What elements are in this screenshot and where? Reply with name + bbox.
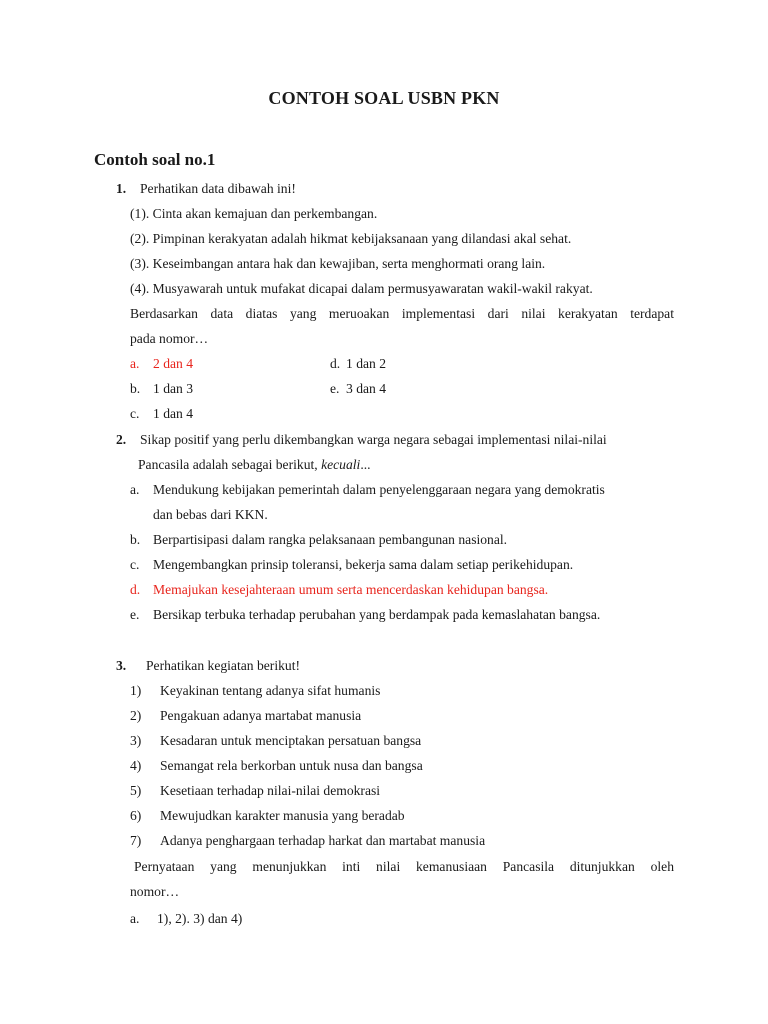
q1-option-b-letter: b.: [130, 381, 141, 396]
q2-option-b-text: Berpartisipasi dalam rangka pelaksanaan pembangunan nasional.: [153, 532, 508, 547]
q3-item-4-num: 4): [130, 758, 142, 773]
q3-stem: Perhatikan kegiatan berikut!: [146, 658, 301, 673]
q3-item-6-num: 6): [130, 808, 142, 823]
q1-data-4: (4). Musyawarah untuk mufakat dicapai dalam permusyawaratan wakil-wakil rakyat.: [130, 281, 593, 296]
q1-option-d-letter: d.: [330, 356, 341, 371]
q2-stem-keyword: kecuali: [321, 457, 361, 472]
q3-item-7-num: 7): [130, 833, 142, 848]
q2-option-a-text: Mendukung kebijakan pemerintah dalam penyelenggaraan negara yang demokratis: [153, 482, 605, 497]
q1-question-line2: pada nomor…: [130, 331, 209, 346]
q3-question-line2: nomor…: [130, 884, 180, 899]
q1-number: 1.: [116, 181, 127, 196]
section-heading: Contoh soal no.1: [94, 150, 216, 169]
q1-option-c-letter: c.: [130, 406, 140, 421]
q2-option-d-text: Memajukan kesejahteraan umum serta mencerdaskan kehidupan bangsa.: [153, 582, 549, 597]
q3-number: 3.: [116, 658, 127, 673]
q3-item-3-num: 3): [130, 733, 142, 748]
q3-item-5-text: Kesetiaan terhadap nilai-nilai demokrasi: [160, 783, 381, 798]
q2-stem-text: Pancasila adalah sebagai berikut,: [138, 457, 318, 472]
q1-question-line1: Berdasarkan data diatas yang meruoakan implementasi dari nilai kerakyatan terdapat: [130, 306, 674, 321]
q1-option-c-text: 1 dan 4: [153, 406, 194, 421]
q1-option-b-text: 1 dan 3: [153, 381, 194, 396]
q3-item-1-num: 1): [130, 683, 142, 698]
q2-option-c-text: Mengembangkan prinsip toleransi, bekerja sama dalam setiap perikehidupan.: [153, 557, 574, 572]
q1-data-2: (2). Pimpinan kerakyatan adalah hikmat kebijaksanaan yang dilandasi akal sehat.: [130, 231, 572, 246]
q1-option-e-text: 3 dan 4: [346, 381, 387, 396]
q2-option-a-letter: a.: [130, 482, 140, 497]
q3-item-6-text: Mewujudkan karakter manusia yang beradab: [160, 808, 405, 823]
q1-option-d-text: 1 dan 2: [346, 356, 387, 371]
q3-item-7-text: Adanya penghargaan terhadap harkat dan martabat manusia: [160, 833, 486, 848]
q1-data-3: (3). Keseimbangan antara hak dan kewajiban, serta menghormati orang lain.: [130, 256, 546, 271]
q3-question-line1: Pernyataan yang menunjukkan inti nilai kemanusiaan Pancasila ditunjukkan oleh: [134, 859, 674, 874]
q3-item-3-text: Kesadaran untuk menciptakan persatuan bangsa: [160, 733, 422, 748]
q2-stem-line1: Sikap positif yang perlu dikembangkan warga negara sebagai implementasi nilai-nilai: [140, 432, 607, 447]
page-title: CONTOH SOAL USBN PKN: [268, 88, 500, 108]
q2-option-e-text: Bersikap terbuka terhadap perubahan yang berdampak pada kemaslahatan bangsa.: [153, 607, 601, 622]
q2-option-e-letter: e.: [130, 607, 140, 622]
q1-option-e-letter: e.: [330, 381, 340, 396]
q3-item-5-num: 5): [130, 783, 142, 798]
q2-option-d-letter: d.: [130, 582, 141, 597]
q2-option-b-letter: b.: [130, 532, 141, 547]
q3-option-a-text: 1), 2). 3) dan 4): [157, 911, 243, 926]
q2-number: 2.: [116, 432, 127, 447]
q3-item-2-text: Pengakuan adanya martabat manusia: [160, 708, 362, 723]
q1-data-1: (1). Cinta akan kemajuan dan perkembangan.: [130, 206, 378, 221]
q2-option-a-cont: dan bebas dari KKN.: [153, 507, 268, 522]
q2-option-c-letter: c.: [130, 557, 140, 572]
q3-item-1-text: Keyakinan tentang adanya sifat humanis: [160, 683, 381, 698]
q1-stem: Perhatikan data dibawah ini!: [140, 181, 296, 196]
q1-option-a-letter: a.: [130, 356, 140, 371]
q2-stem-line2: [138, 456, 371, 474]
q3-option-a-letter: a.: [130, 911, 140, 926]
q2-stem-ellipsis: ...: [360, 457, 371, 472]
q3-item-4-text: Semangat rela berkorban untuk nusa dan bangsa: [160, 758, 423, 773]
q1-option-a-text: 2 dan 4: [153, 356, 194, 371]
q3-item-2-num: 2): [130, 708, 142, 723]
